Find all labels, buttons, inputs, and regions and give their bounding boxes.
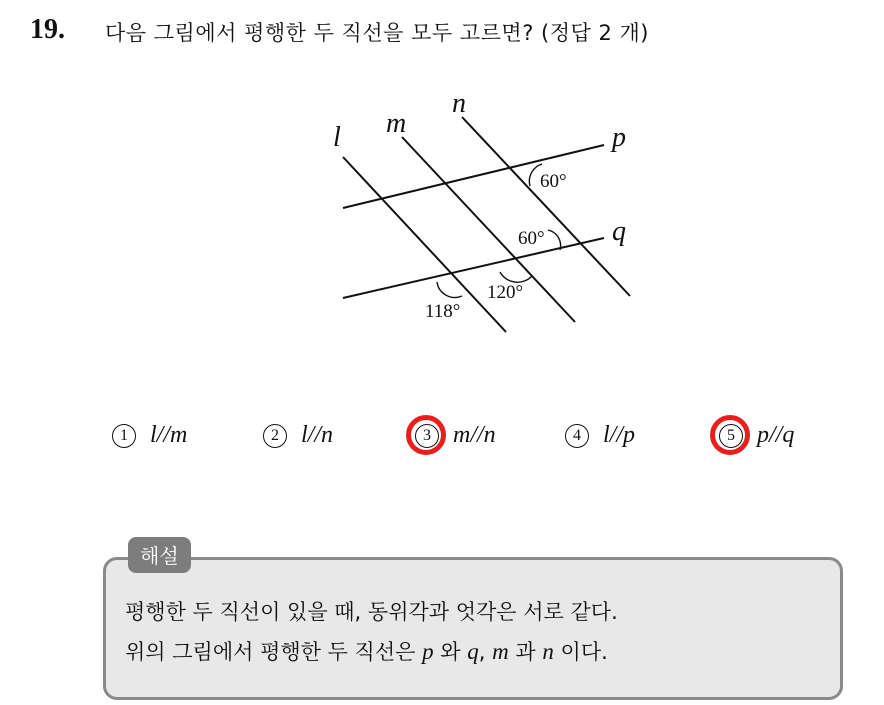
choice-2[interactable]	[263, 422, 333, 449]
choice-number: 5	[719, 424, 743, 448]
angle-arc-60-mid	[548, 230, 561, 250]
line-q	[343, 238, 604, 298]
selected-mark-icon	[406, 415, 446, 455]
selected-mark-icon	[710, 415, 750, 455]
angle-label-60-mid: 60°	[518, 228, 545, 249]
choice-4[interactable]	[565, 422, 635, 449]
question-text: 다음 그림에서 평행한 두 직선을 모두 고르면? (정답 2 개)	[105, 21, 649, 45]
explanation-line-2: 위의 그림에서 평행한 두 직선은 p 와 q, m 과 n 이다.	[125, 639, 608, 664]
choice-text: l//p	[603, 422, 636, 448]
choice-text: l//n	[301, 422, 334, 448]
label-q: q	[612, 216, 626, 247]
choice-text: l//m	[150, 422, 188, 448]
choice-5[interactable]	[719, 422, 794, 449]
choice-number: 3	[415, 424, 439, 448]
answer-choices	[0, 422, 884, 456]
explanation-tag: 해설	[128, 537, 191, 573]
choice-number: 1	[112, 424, 136, 448]
choice-text: p//q	[757, 422, 795, 448]
angle-label-118: 118°	[425, 301, 461, 322]
label-l: l	[333, 122, 341, 153]
angle-arc-118	[437, 282, 462, 297]
angle-arc-120	[500, 272, 532, 282]
question-number: 19.	[30, 14, 65, 45]
line-n	[462, 117, 630, 296]
choice-number: 2	[263, 424, 287, 448]
angle-label-60-top: 60°	[540, 171, 567, 192]
label-m: m	[386, 108, 407, 139]
label-p: p	[612, 122, 626, 153]
angle-label-120: 120°	[487, 282, 524, 303]
label-n: n	[452, 88, 466, 119]
choice-number: 4	[565, 424, 589, 448]
choice-text: m//n	[453, 422, 496, 448]
explanation-line-1: 평행한 두 직선이 있을 때, 동위각과 엇각은 서로 같다.	[125, 600, 618, 624]
explanation-box	[103, 557, 843, 700]
choice-1[interactable]	[112, 422, 187, 449]
choice-3[interactable]	[415, 422, 496, 449]
